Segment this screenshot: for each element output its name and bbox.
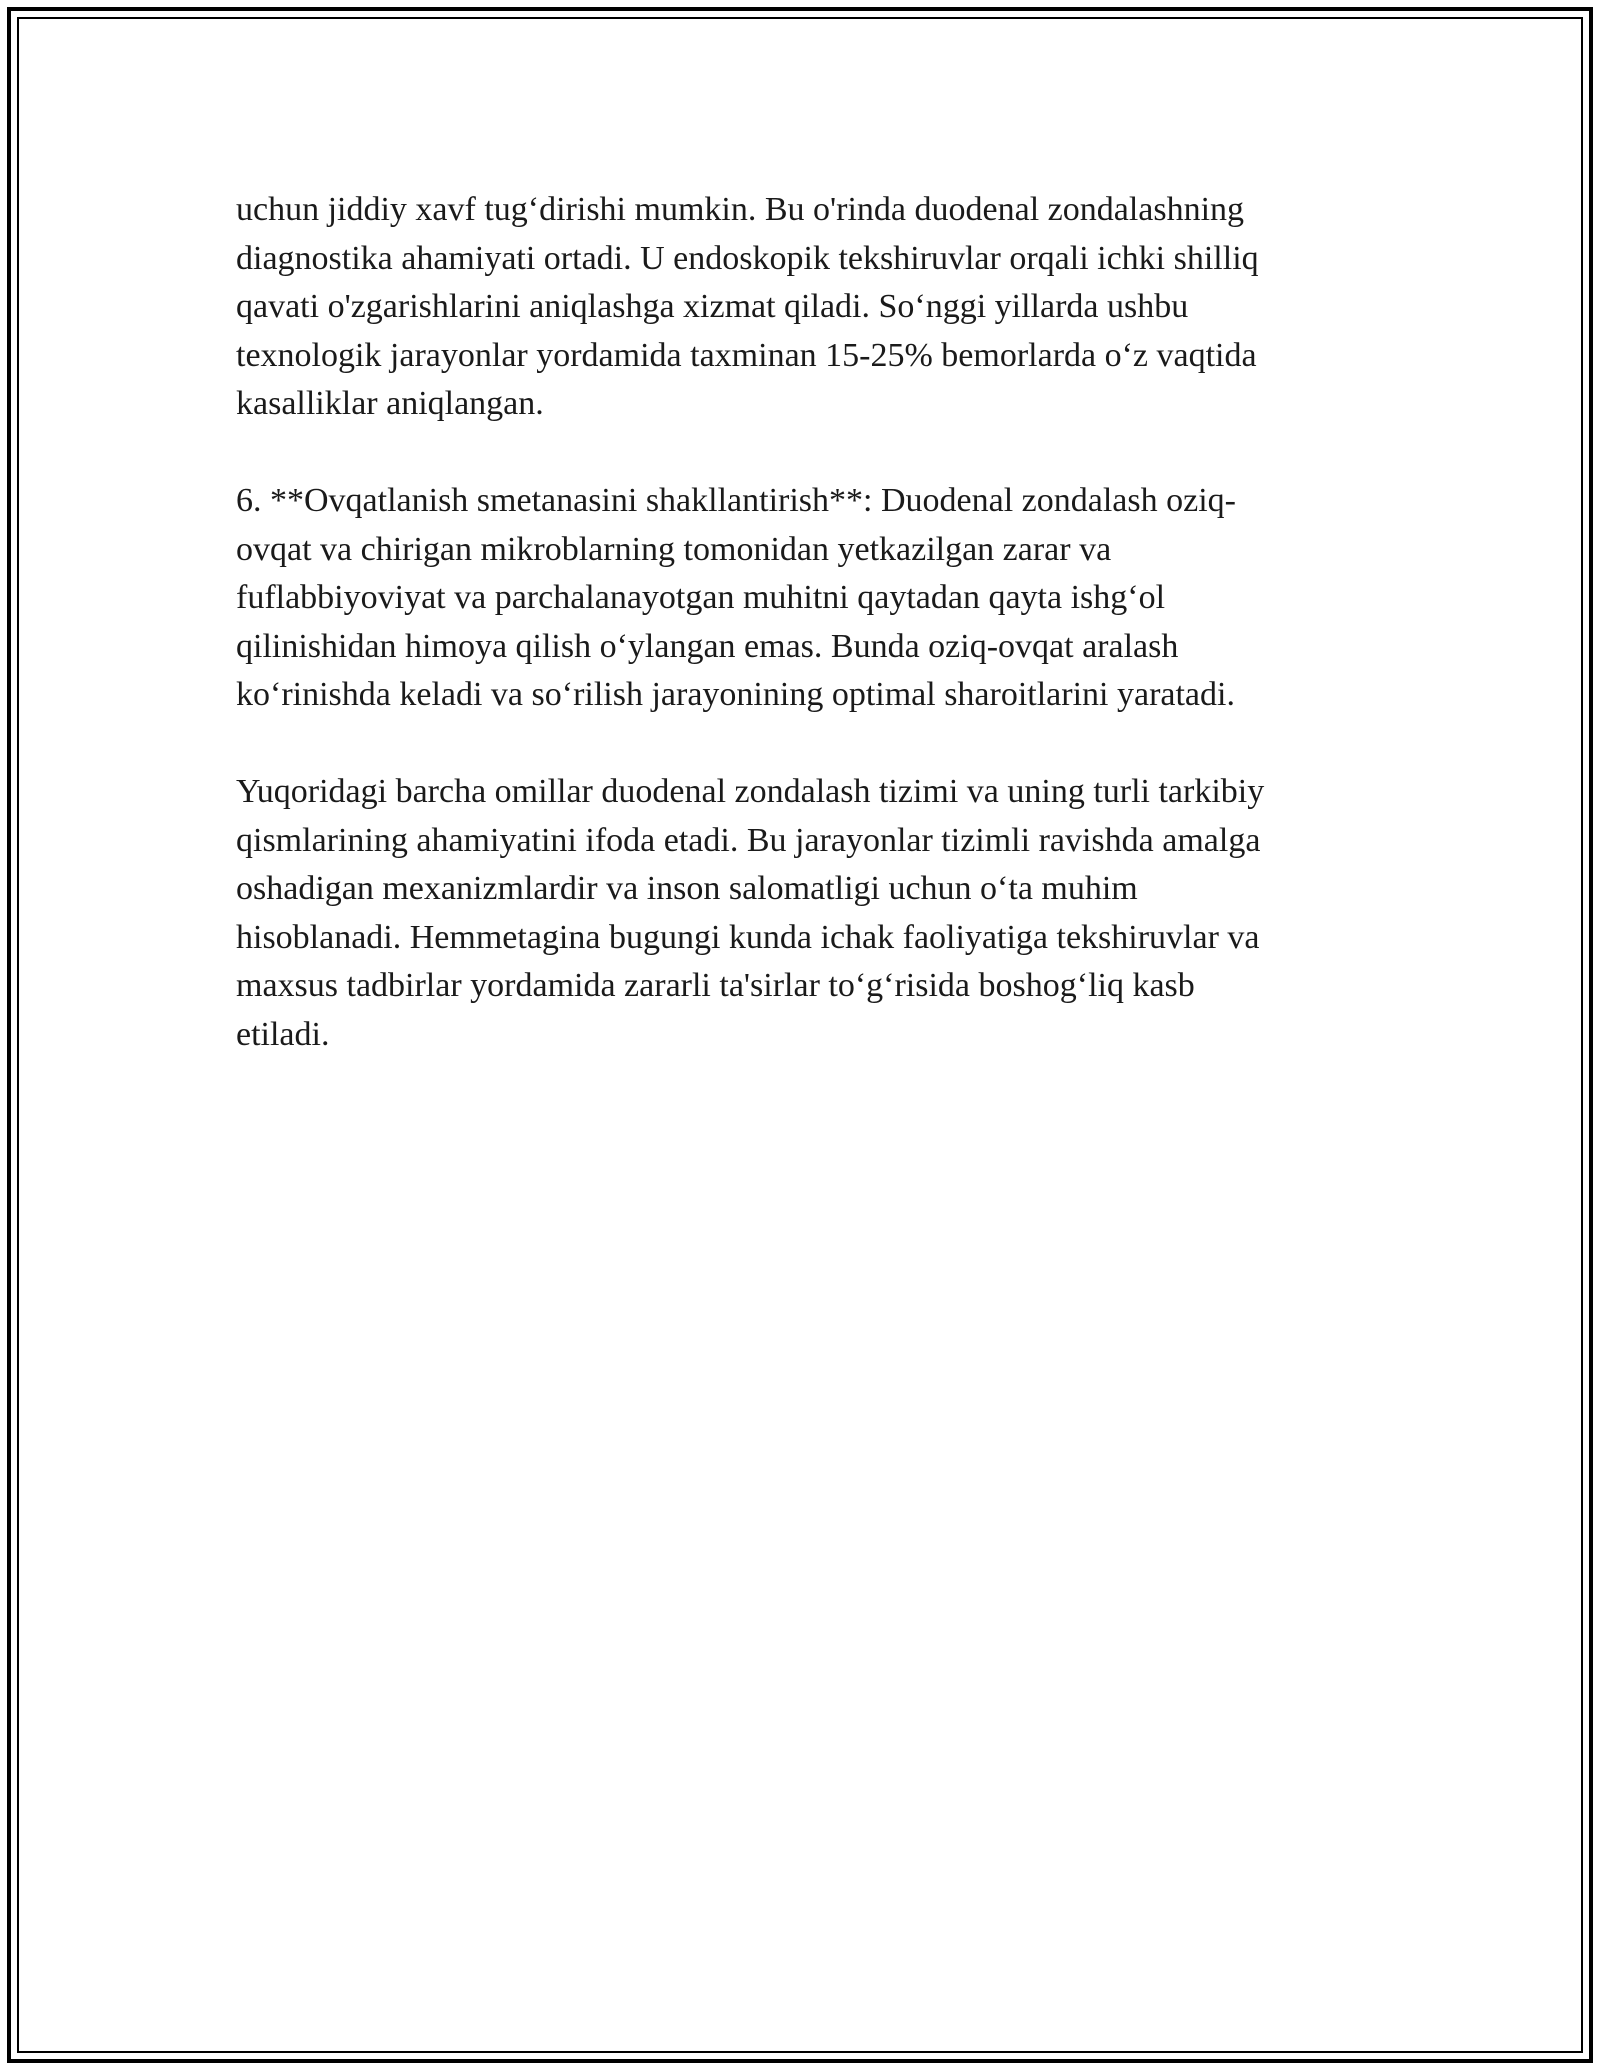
paragraph-nutrition-item-6: 6. **Ovqatlanish smetanasini shakllantirish**: Duodenal zondalash oziq- ovqat va chirigan mikroblarning tomonidan yetkazilgan zarar va fuflabbiyoviyat va parchalanayotgan muhitni qaytadan qayta ishg‘ol qilinishidan himoya qilish o‘ylangan emas. Bunda oziq-ovqat aralash ko‘rinishda keladi va so‘rilish jarayonining optimal sharoitlarini yaratadi. (236, 482, 1236, 713)
paragraph-diagnostics: uchun jiddiy xavf tug‘dirishi mumkin. Bu o'rinda duodenal zondalashning diagnostika ahamiyati ortadi. U endoskopik tekshiruvlar orqali ichki shilliq qavati o'zgarishlarini aniqlashga xizmat qiladi. So‘nggi yillarda ushbu texnologik jarayonlar yordamida taxminan 15-25% bemorlarda o‘z vaqtida kasalliklar aniqlangan. (236, 191, 1259, 422)
paragraph-conclusion: Yuqoridagi barcha omillar duodenal zondalash tizimi va uning turli tarkibiy qismlarining ahamiyatini ifoda etadi. Bu jarayonlar tizimli ravishda amalga oshadigan mexanizmlardir va inson salomatligi uchun o‘ta muhim hisoblanadi. Hemmetagina bugungi kunda ichak faoliyatiga tekshiruvlar va maxsus tadbirlar yordamida zararli ta'sirlar to‘g‘risida boshog‘liq kasb etiladi. (236, 773, 1265, 1053)
document-body (236, 186, 1356, 1108)
